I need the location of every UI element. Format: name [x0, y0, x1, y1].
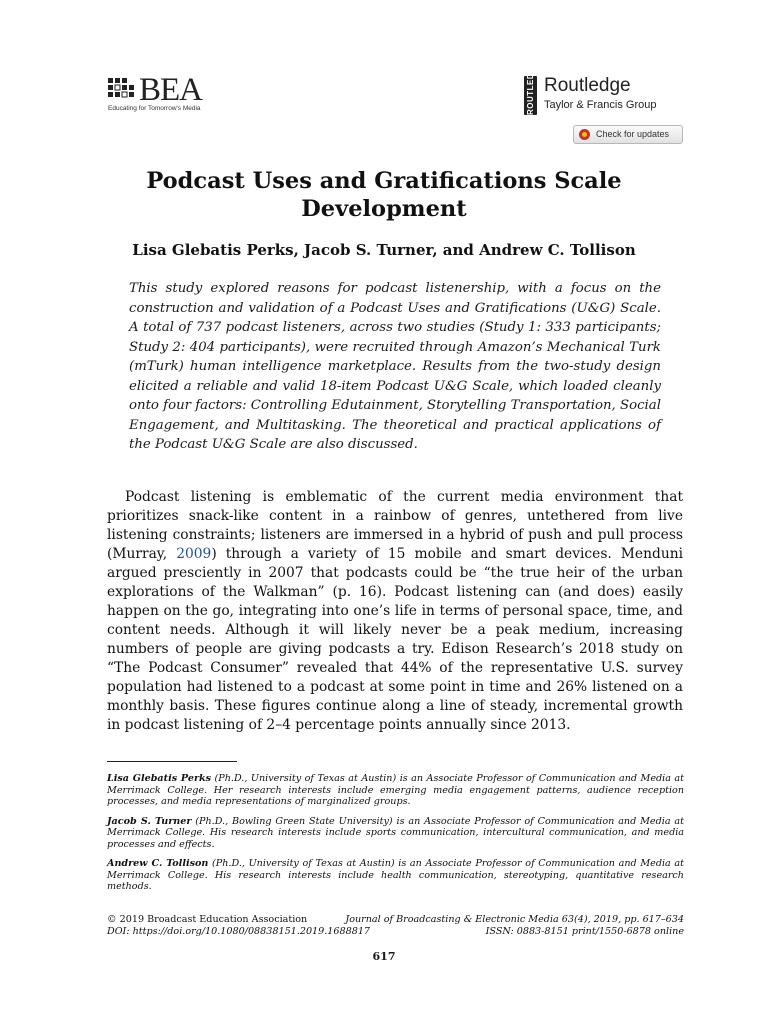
abstract-text: This study explored reasons for podcast listenership, with a focus on the construction and validation of a Podcast Uses and Gratifications (U&G) Scale. A total of 737 podcast listeners, across two studies (Study 1: 333 participants; Study 2: 404 participants), were recruited through Amazon’s Mechanical Turk (mTurk) human intelligence marketplace. Results from the two-study design elicited a reliable and valid 18-item Podcast U&G Scale, which loaded cleanly onto four factors: Controlling Edutainment, Storytelling Transportation, Social Engagement, and Multitasking. The theoretical and practical applications of the Podcast U&G Scale are also discussed. — [129, 281, 661, 452]
author-note-name: Jacob S. Turner — [107, 815, 192, 827]
body-text — [107, 488, 683, 735]
bea-tagline: Educating for Tomorrow's Media — [108, 105, 201, 112]
crossmark-icon — [579, 129, 590, 140]
publisher-name: Routledge — [544, 75, 631, 96]
author-note-text: (Ph.D., University of Texas at Austin) is an Associate Professor of Communication and Media at Merrimack College. His research interests include health communication, stereotyping, quantitative research methods. — [107, 858, 684, 892]
footer — [107, 914, 684, 937]
author-note — [107, 858, 684, 893]
body-text-part-2: ) through a variety of 15 mobile and smart devices. Menduni argued presciently in 2007 that podcasts could be “the true heir of the urban explorations of the Walkman” (p. 16). Podcast listening can (and does) easily happen on the go, integrating into one’s life in terms of personal space, time, and content needs. Although it will likely never be a peak medium, increasing numbers of people are giving podcasts a try. Edison Research’s 2018 study on “The Podcast Consumer” revealed that 44% of the representative U.S. survey population had listened to a podcast at some point in time and 26% listened on a monthly basis. These figures continue along a line of steady, incremental growth in podcast listening of 2–4 percentage points annually since 2013. — [107, 546, 684, 733]
footer-row — [107, 926, 684, 938]
routledge-vertical-text: ROUTLEDGE — [526, 60, 535, 115]
article-title: Podcast Uses and Gratifications Scale Development — [146, 168, 622, 222]
body-text-part-1: Podcast listening is emblematic of the current media environment that prioritizes snack-like content in a rainbow of genres, untethered from live listening constraints; listeners are immersed in a hybrid of push and pull process (Murray, — [107, 489, 683, 562]
check-for-updates-button[interactable] — [573, 125, 683, 144]
abstract — [129, 279, 661, 455]
author-notes — [107, 773, 684, 901]
author-note — [107, 816, 684, 851]
author-note — [107, 773, 684, 808]
routledge-vertical-bar — [524, 60, 537, 115]
article-authors: Lisa Glebatis Perks, Jacob S. Turner, and Andrew C. Tollison — [132, 241, 636, 259]
journal-citation: Journal of Broadcasting & Electronic Media 63(4), 2019, pp. 617–634 — [345, 914, 684, 925]
body-paragraph — [107, 488, 683, 735]
publisher-group: Taylor & Francis Group — [544, 99, 657, 111]
author-note-name: Andrew C. Tollison — [107, 858, 209, 869]
page-number: 617 — [372, 950, 396, 963]
footnote-rule — [107, 761, 237, 762]
author-note-text: (Ph.D., University of Texas at Austin) is an Associate Professor of Communication and Media at Merrimack College. Her research interests include emerging media engagement patterns, audience reception processes, and media representations of marginalized groups. — [107, 773, 684, 807]
author-note-text: (Ph.D., Bowling Green State University) is an Associate Professor of Communication and Media at Merrimack College. His research interests include sports communication, intercultural communication, and media processes and effects. — [107, 815, 684, 850]
bea-logo-text: BEA — [139, 72, 202, 108]
author-note-name: Lisa Glebatis Perks — [107, 773, 212, 784]
bea-logo-icon — [106, 76, 136, 104]
check-for-updates-label: Check for updates — [596, 129, 670, 139]
issn: ISSN: 0883-8151 print/1550-6878 online — [485, 925, 684, 937]
bea-logo — [106, 74, 216, 114]
routledge-logo — [524, 60, 694, 120]
doi-link[interactable]: DOI: https://doi.org/10.1080/08838151.2019.1688817 — [107, 925, 371, 937]
footer-row — [107, 914, 684, 926]
copyright: © 2019 Broadcast Education Association — [107, 914, 308, 925]
citation-link-2009[interactable]: 2009 — [176, 546, 212, 562]
